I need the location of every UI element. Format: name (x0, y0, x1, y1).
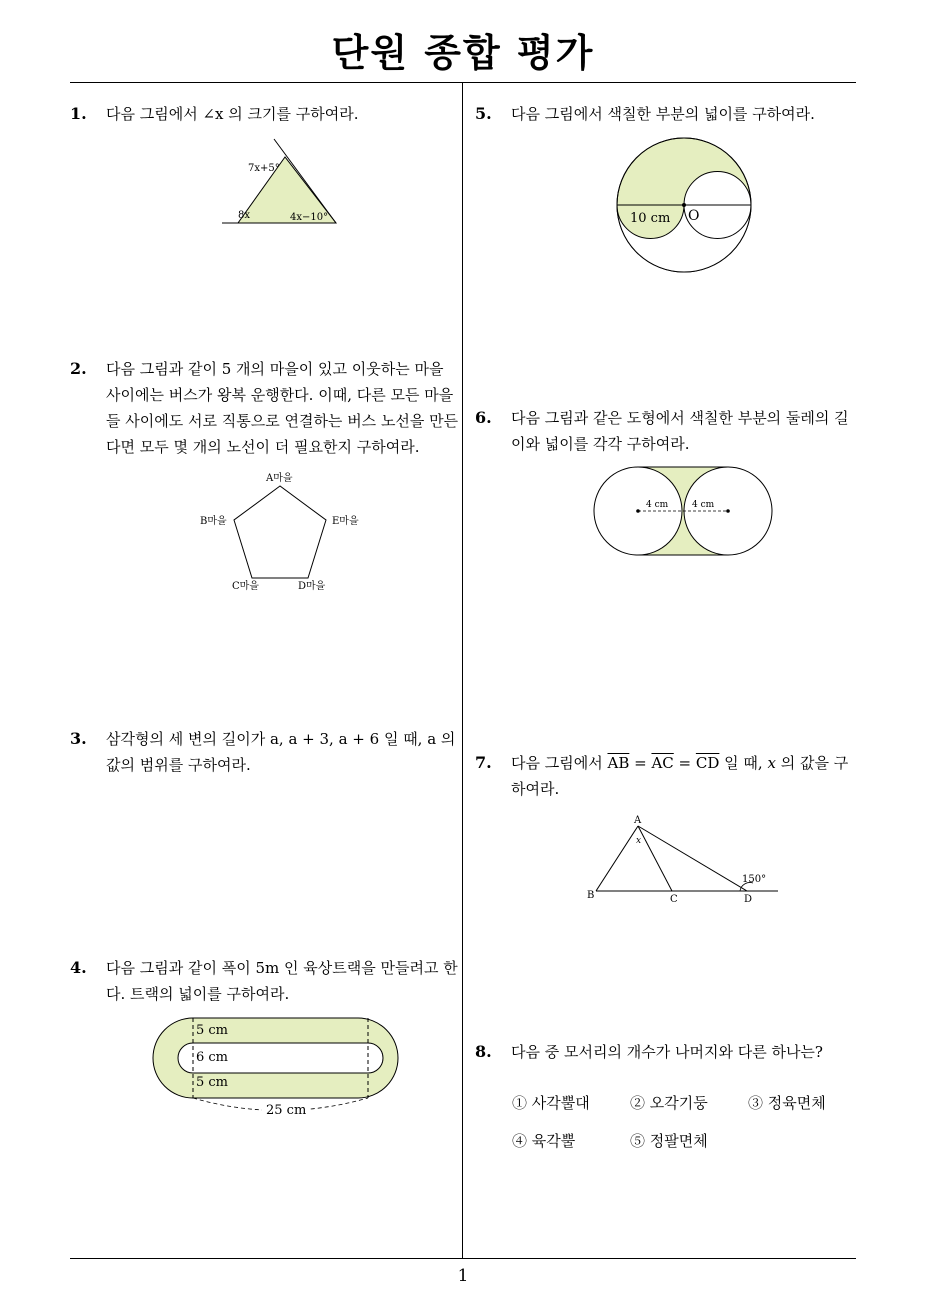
radius-right-label: 4 cm (692, 500, 715, 510)
question-3 (70, 726, 460, 778)
question-5 (475, 101, 860, 127)
figure-circle-shaded (612, 133, 757, 278)
segment-cd: $\overline{CD}$ (695, 754, 720, 772)
segment-ac: $\overline{AC}$ (651, 754, 674, 772)
angle-150-label: 150° (742, 874, 767, 885)
figure-two-circles (592, 465, 777, 560)
village-d-label: D마을 (298, 581, 326, 592)
figure-pentagon-villages (190, 468, 380, 598)
choice-3[interactable]: ③ 정육면체 (748, 1094, 826, 1112)
top-rule (70, 82, 856, 83)
segment-ab: $\overline{AB}$ (607, 754, 630, 772)
question-number: 1. (70, 104, 87, 123)
point-c-label: C (670, 894, 678, 905)
radius-left-label: 4 cm (646, 500, 669, 510)
village-b-label: B마을 (200, 516, 227, 527)
question-number: 5. (475, 104, 492, 123)
question-6 (475, 405, 860, 457)
bottom-rule (70, 1258, 856, 1259)
page-title: 단원 종합 평가 (331, 31, 595, 75)
angle-top-label: 7x+5° (248, 163, 280, 174)
point-b-label: B (587, 890, 595, 901)
angle-right-label: 4x−10° (290, 212, 329, 223)
question-text: 다음 그림에서 $\overline{AB} = \overline{AC} = \overline{CD}$ 일 때, x 의 값을 구하여라. (511, 754, 849, 798)
question-number: 2. (70, 359, 87, 378)
question-text: 다음 그림과 같이 5 개의 마을이 있고 이웃하는 마을 사이에는 버스가 왕복 운행한다. 이때, 다른 모든 마을들 사이에도 서로 직통으로 연결하는 버스 노선을 만든다면 모두 몇 개의 노선이 더 필요한지 구하여라. (106, 360, 459, 456)
angle-x-label: x (636, 836, 642, 846)
angle-left-label: 8x (238, 210, 251, 221)
question-number: 6. (475, 408, 492, 427)
question-number: 4. (70, 958, 87, 977)
question-number: 7. (475, 753, 492, 772)
radius-label: 10 cm (630, 211, 671, 226)
question-text: 삼각형의 세 변의 길이가 a, a + 3, a + 6 일 때, a 의 값의 범위를 구하여라. (106, 730, 456, 774)
question-number: 8. (475, 1042, 492, 1061)
point-d-label: D (744, 894, 753, 905)
question-text: 다음 그림과 같이 폭이 5m 인 육상트랙을 만들려고 한다. 트랙의 넓이를 구하여라. (106, 959, 458, 1003)
question-4 (70, 955, 460, 1007)
village-a-label: A마을 (266, 473, 293, 484)
track-inner-width: 6 cm (196, 1050, 229, 1065)
choice-4[interactable]: ④ 육각뿔 (512, 1132, 576, 1150)
page-number: 1 (457, 1266, 469, 1286)
track-width-top: 5 cm (196, 1023, 229, 1038)
point-a-label: A (634, 815, 642, 826)
village-c-label: C마을 (232, 581, 259, 592)
choice-1[interactable]: ① 사각뿔대 (512, 1094, 590, 1112)
question-text: 다음 그림과 같은 도형에서 색칠한 부분의 둘레의 길이와 넓이를 각각 구하여라. (511, 409, 849, 453)
question-2 (70, 356, 460, 460)
question-8 (475, 1039, 860, 1065)
question-text: 다음 그림에서 색칠한 부분의 넓이를 구하여라. (511, 105, 815, 123)
figure-running-track (150, 1015, 410, 1120)
village-e-label: E마을 (332, 516, 359, 527)
question-number: 3. (70, 729, 87, 748)
figure-triangle-angles (210, 135, 350, 235)
choice-5[interactable]: ⑤ 정팔면체 (630, 1132, 708, 1150)
question-7 (475, 750, 860, 802)
question-1 (70, 101, 460, 127)
track-length-label: 25 cm (266, 1103, 307, 1118)
center-label: O (688, 208, 700, 224)
track-width-bottom: 5 cm (196, 1075, 229, 1090)
choice-2[interactable]: ② 오각기둥 (630, 1094, 708, 1112)
question-text: 다음 그림에서 ∠x 의 크기를 구하여라. (106, 105, 359, 123)
column-divider (462, 83, 463, 1258)
question-text: 다음 중 모서리의 개수가 나머지와 다른 하나는? (511, 1043, 823, 1061)
figure-isosceles-triangles (582, 812, 782, 907)
